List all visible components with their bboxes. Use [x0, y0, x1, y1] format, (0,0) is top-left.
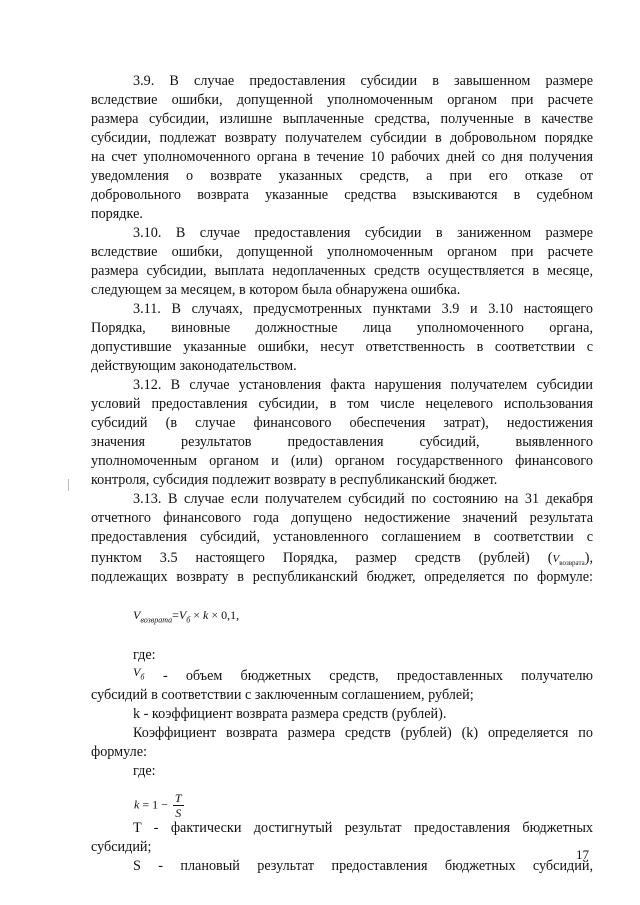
paragraph-3-13-line-1: 3.13. В случае если получателем субсидий по состоянию на 31 декабря: [133, 491, 593, 507]
paragraph-3-9-line-3: размера субсидии, излишне выплаченные средства, полученные в качестве: [91, 111, 593, 127]
fraction-t-over-s: $\frac{T}{S}$: [174, 791, 182, 820]
paragraph-3-11-line-4: действующим законодательством.: [91, 358, 297, 374]
vb-symbol: $V_б$: [133, 665, 145, 682]
paragraph-3-13-line-5: подлежащих возврату в республиканский бюджет, определяется по формуле:: [91, 569, 593, 585]
vb-desc-line-1: - объем бюджетных средств, предоставленных получателю: [163, 668, 593, 684]
coef-intro-line-1: Коэффициент возврата размера средств (рублей) (k) определяется по: [133, 725, 593, 741]
paragraph-3-12-line-4: значения результатов предоставления субсидий, выявленного: [91, 434, 593, 450]
where-label-2: где:: [133, 763, 156, 779]
paragraph-3-13-line-3: предоставления субсидий, установленного соглашением в соответствии с: [91, 529, 593, 545]
paragraph-3-12-line-2: условий предоставления субсидии, в том числе нецелевого использования: [91, 396, 593, 412]
margin-mark: [68, 479, 69, 491]
paragraph-3-11-line-3: допустившие указанные ошибки, несут ответственность в соответствии с: [91, 339, 593, 355]
paragraph-3-12-line-3: субсидий (в случае финансового обеспечения затрат), недостижения: [91, 415, 593, 431]
paragraph-3-12-line-5: уполномоченным органом и (или) органом государственного финансового: [91, 453, 593, 469]
paragraph-3-12-line-1: 3.12. В случае установления факта нарушения получателем субсидии: [133, 377, 593, 393]
formula-v-return: $V_{возврата}=V_б \times k \times 0,1$,: [133, 608, 240, 625]
vb-desc-line-2: субсидий в соответствии с заключенным соглашением, рублей;: [91, 687, 474, 703]
paragraph-3-9-line-1: 3.9. В случае предоставления субсидии в завышенном размере: [133, 73, 593, 89]
paragraph-3-10-line-1: 3.10. В случае предоставления субсидии в заниженном размере: [133, 225, 593, 241]
paragraph-3-9-line-6: уведомления о возврате указанных средств, а при его отказе от: [91, 168, 593, 184]
k-desc: k - коэффициент возврата размера средств (рублей).: [133, 706, 447, 722]
paragraph-3-12-line-6: контроля, субсидия подлежит возврату в республиканский бюджет.: [91, 472, 498, 488]
formula-k: k = 1 − $\frac{T}{S}$: [134, 791, 182, 820]
paragraph-3-9-line-2: вследствие ошибки, допущенной уполномоченным органом при расчете: [91, 92, 593, 108]
paragraph-3-10-line-4: следующем за месяцем, в котором была обнаружена ошибка.: [91, 282, 461, 298]
coef-intro-line-2: формуле:: [91, 744, 147, 760]
paragraph-3-10-line-3: размера субсидии, выплата недоплаченных средств осуществляется в месяце,: [91, 263, 593, 279]
paragraph-3-11-line-2: Порядка, виновные должностные лица уполномоченного органа,: [91, 320, 593, 336]
paragraph-3-13-line-2: отчетного финансового года допущено недостижение значений результата: [91, 510, 593, 526]
paragraph-3-11-line-1: 3.11. В случаях, предусмотренных пунктами 3.9 и 3.10 настоящего: [133, 301, 593, 317]
v-return-inline: $V_{возврата}$: [552, 553, 585, 568]
paragraph-3-10-line-2: вследствие ошибки, допущенной уполномоченным органом при расчете: [91, 244, 593, 260]
t-desc-line-1: T - фактически достигнутый результат предоставления бюджетных: [133, 820, 593, 836]
line-pt5-tail: ),: [584, 550, 593, 566]
s-desc-line-1: S - плановый результат предоставления бюджетных субсидий,: [133, 858, 593, 874]
line-pt5-text: пунктом 3.5 настоящего Порядка, размер средств (рублей) (: [91, 550, 553, 566]
paragraph-3-9-line-7: добровольного возврата указанные средства взыскиваются в судебном: [91, 187, 593, 203]
paragraph-3-9-line-5: на счет уполномоченного органа в течение 10 рабочих дней со дня получения: [91, 149, 593, 165]
paragraph-3-9-line-8: порядке.: [91, 206, 143, 222]
where-label-1: где:: [133, 647, 156, 663]
paragraph-3-9-line-4: субсидии, подлежат возврату получателем субсидии в добровольном порядке: [91, 130, 593, 146]
t-desc-line-2: субсидий;: [91, 839, 152, 855]
page-number: 17: [576, 847, 589, 862]
